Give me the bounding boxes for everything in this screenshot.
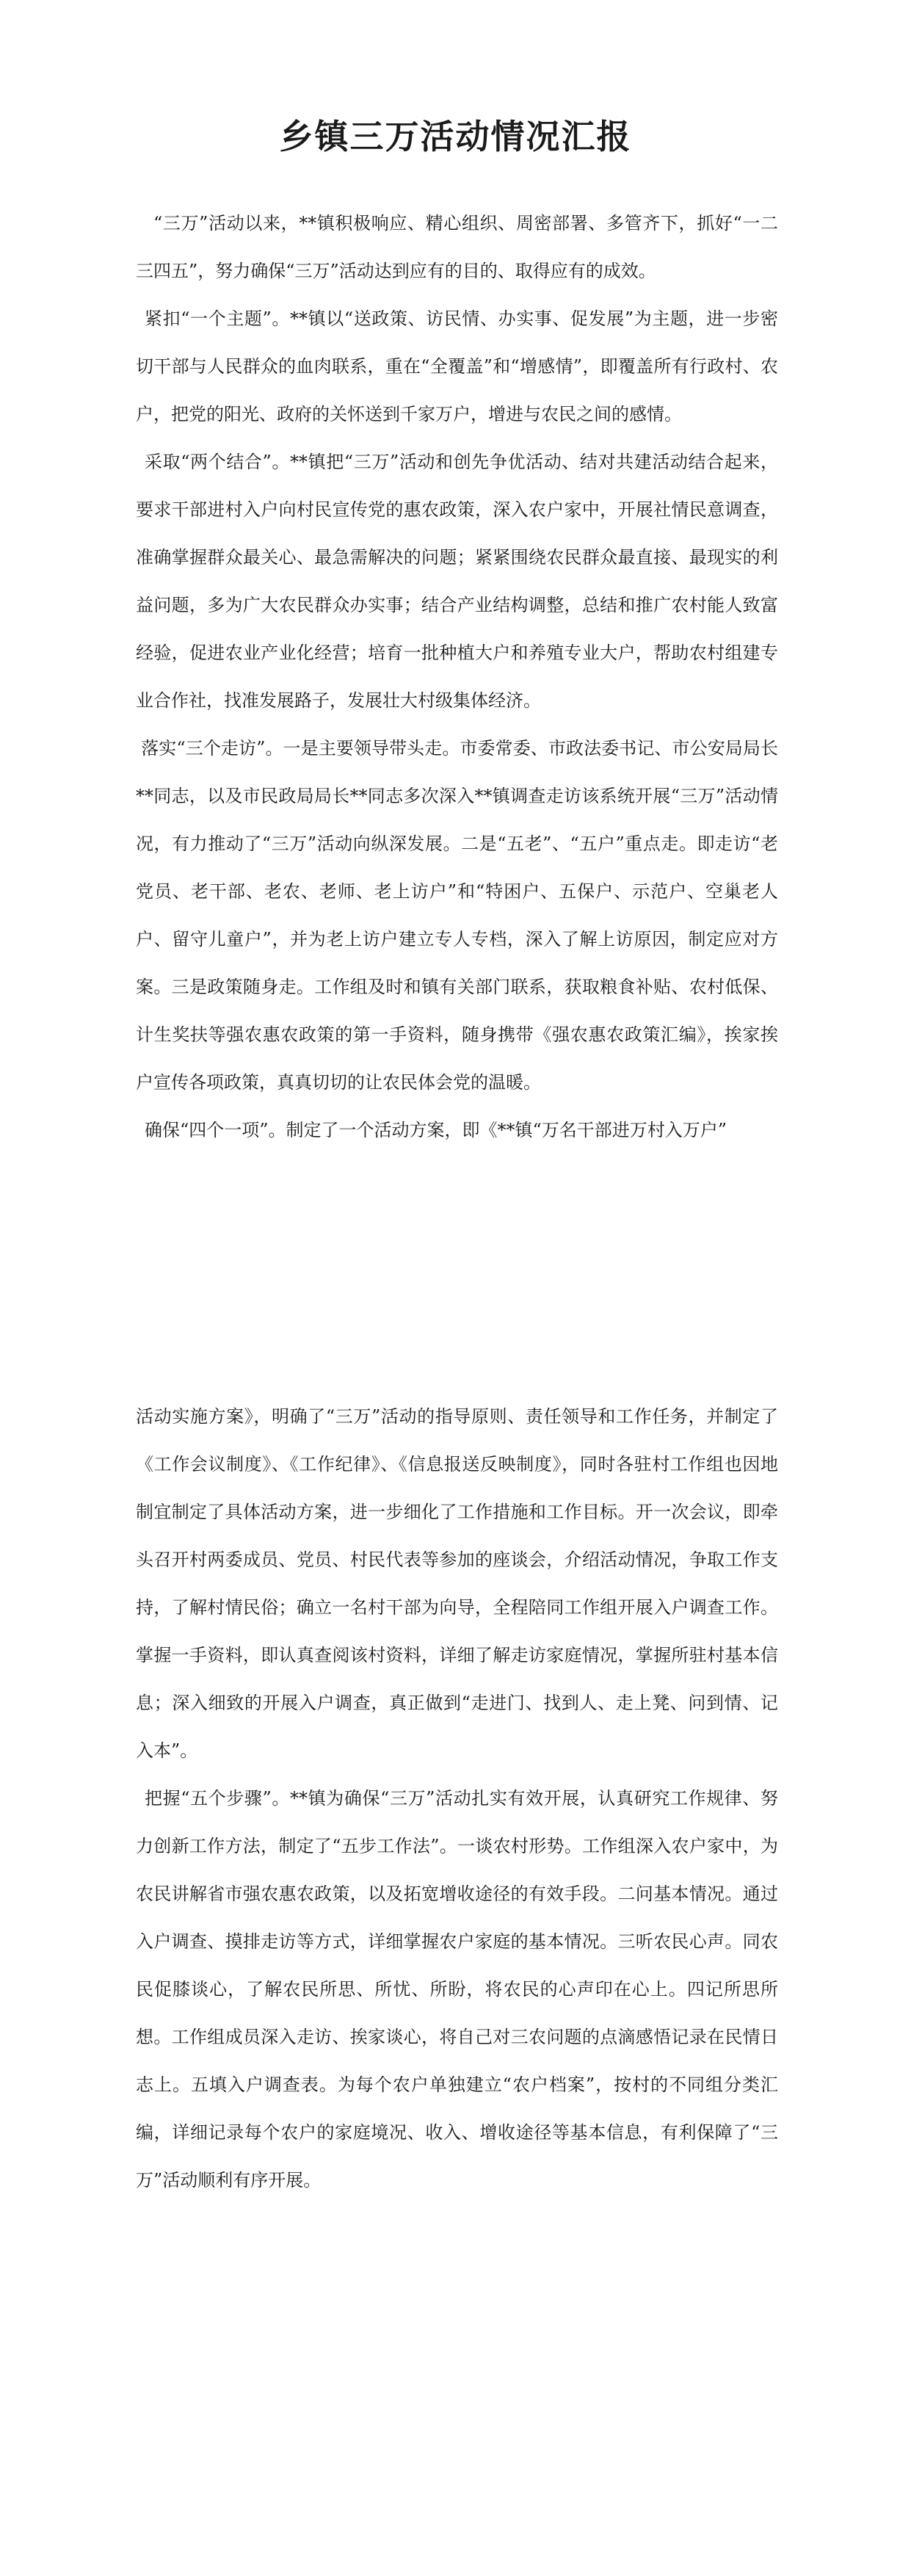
paragraph-intro: “三万”活动以来，**镇积极响应、精心组织、周密部署、多管齐下，抓好“一二三四五”，努力确保“三万”活动达到应有的目的、取得应有的成效。 (136, 213, 778, 281)
paragraph-four-items-continued: 活动实施方案》，明确了“三万”活动的指导原则、责任领导和工作任务，并制定了《工作会议制度》、《工作纪律》、《信息报送反映制度》，同时各驻村工作组也因地制宜制定了具体活动方案，进一步细化了工作措施和工作目标。开一次会议，即牵头召开村两委成员、党员、村民代表等参加的座谈会，介绍活动情况，争取工作支持，了解村情民俗；确立一名村干部为向导，全程陪同工作组开展入户调查工作。掌握一手资料，即认真查阅该村资料，详细了解走访家庭情况，掌握所驻村基本信息；深入细致的开展入户调查，真正做到“走进门、找到人、走上凳、问到情、记入本”。 (136, 1406, 778, 1761)
paragraph-three-visits: 落实“三个走访”。一是主要领导带头走。市委常委、市政法委书记、市公安局局长**同志，以及市民政局局长**同志多次深入**镇调查走访该系统开展“三万”活动情况，有力推动了“三万”活动向纵深发展。二是“五老”、“五户”重点走。即走访“老党员、老干部、老农、老师、老上访户”和“特困户、五保户、示范户、空巢老人户、留守儿童户”，并为老上访户建立专人专档，深入了解上访原因，制定应对方案。三是政策随身走。工作组及时和镇有关部门联系，获取粮食补贴、农村低保、计生奖扶等强农惠农政策的第一手资料，随身携带《强农惠农政策汇编》，挨家挨户宣传各项政策，真真切切的让农民体会党的温暖。 (136, 738, 778, 1093)
paragraph-one-theme: 紧扣“一个主题”。**镇以“送政策、访民情、办实事、促发展”为主题，进一步密切干部与人民群众的血肉联系，重在“全覆盖”和“增感情”，即覆盖所有行政村、农户，把党的阳光、政府的关怀送到千家万户，增进与农民之间的感情。 (136, 308, 778, 424)
paragraph-four-items-start: 确保“四个一项”。制定了一个活动方案，即《**镇“万名干部进万村入万户” (145, 1120, 727, 1140)
body-section-top (136, 200, 778, 1154)
body-section-bottom (136, 1393, 778, 2204)
paragraph-five-steps: 把握“五个步骤”。**镇为确保“三万”活动扎实有效开展，认真研究工作规律、努力创新工作方法，制定了“五步工作法”。一谈农村形势。工作组深入农户家中，为农民讲解省市强农惠农政策，以及拓宽增收途径的有效手段。二问基本情况。通过入户调查、摸排走访等方式，详细掌握农户家庭的基本情况。三听农民心声。同农民促膝谈心，了解农民所思、所忧、所盼，将农民的心声印在心上。四记所思所想。工作组成员深入走访、挨家谈心，将自己对三农问题的点滴感悟记录在民情日志上。五填入户调查表。为每个农户单独建立“农户档案”，按村的不同组分类汇编，详细记录每个农户的家庭境况、收入、增收途径等基本信息，有利保障了“三万”活动顺利有序开展。 (136, 1788, 778, 2190)
paragraph-two-combinations: 采取“两个结合”。**镇把“三万”活动和创先争优活动、结对共建活动结合起来，要求干部进村入户向村民宣传党的惠农政策，深入农户家中，开展社情民意调查，准确掌握群众最关心、最急需解决的问题；紧紧围绕农民群众最直接、最现实的利益问题，多为广大农民群众办实事；结合产业结构调整，总结和推广农村能人致富经验，促进农业产业化经营；培育一批种植大户和养殖专业大户，帮助农村组建专业合作社，找准发展路子，发展壮大村级集体经济。 (136, 452, 778, 711)
page-title: 乡镇三万活动情况汇报 (279, 117, 632, 156)
